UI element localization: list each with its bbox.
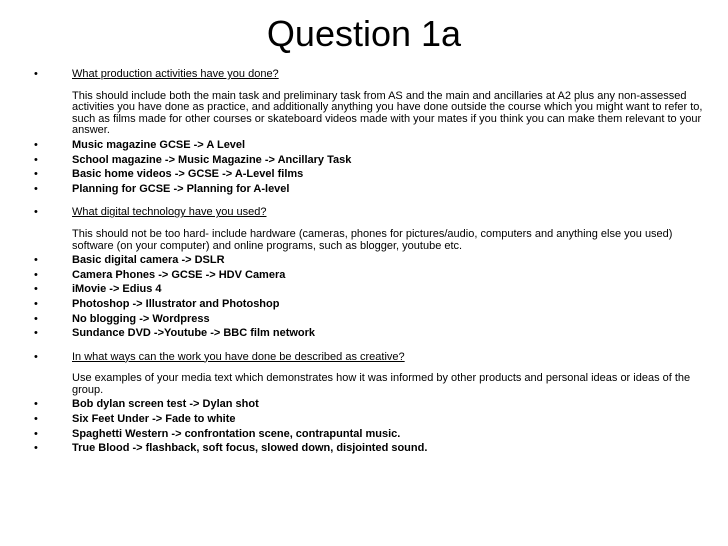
question-item — [34, 207, 714, 252]
question-text: What digital technology have you used? — [72, 206, 267, 219]
bullet-icon: • — [34, 297, 38, 310]
answer-text: Basic digital camera -> DSLR — [72, 254, 225, 267]
answer-item — [34, 443, 714, 455]
slide-title: Question 1a — [266, 13, 462, 54]
bullet-icon: • — [34, 350, 38, 363]
bullet-icon: • — [34, 413, 38, 426]
question-item — [34, 69, 714, 137]
slide-content — [34, 69, 714, 458]
answer-text: Bob dylan screen test -> Dylan shot — [72, 398, 259, 411]
answer-item — [34, 414, 714, 426]
bullet-icon: • — [34, 182, 38, 195]
answer-text: iMovie -> Edius 4 — [72, 283, 162, 296]
answer-text: Photoshop -> Illustrator and Photoshop — [72, 297, 280, 310]
bullet-icon: • — [34, 427, 38, 440]
bullet-icon: • — [34, 68, 38, 80]
answer-item — [34, 399, 714, 411]
answer-text: Planning for GCSE -> Planning for A-level — [72, 182, 290, 195]
question-text: In what ways can the work you have done be described as creative? — [72, 350, 405, 363]
bullet-icon: • — [34, 138, 38, 151]
answer-text: Music magazine GCSE -> A Level — [72, 138, 246, 151]
question-text: What production activities have you done? — [72, 68, 279, 80]
bullet-icon: • — [34, 442, 38, 455]
answer-text: True Blood -> flashback, soft focus, slowed down, disjointed sound. — [72, 442, 428, 455]
bullet-icon: • — [34, 312, 38, 325]
answer-item — [34, 184, 714, 196]
bullet-icon: • — [34, 398, 38, 411]
answer-item — [34, 155, 714, 167]
answer-text: Six Feet Under -> Fade to white — [72, 413, 236, 426]
bullet-icon: • — [34, 153, 38, 166]
answer-item — [34, 270, 714, 282]
answer-item — [34, 140, 714, 152]
answer-text: School magazine -> Music Magazine -> Ancillary Task — [72, 153, 352, 166]
answer-text: Basic home videos -> GCSE -> A-Level films — [72, 168, 304, 181]
answer-item — [34, 328, 714, 340]
bullet-icon: • — [34, 206, 38, 219]
answer-item — [34, 299, 714, 311]
answer-text: Camera Phones -> GCSE -> HDV Camera — [72, 268, 286, 281]
answer-item — [34, 284, 714, 296]
question-description: Use examples of your media text which demonstrates how it was informed by other products and personal ideas or ideas of the group. — [72, 372, 691, 396]
answer-text: Spaghetti Western -> confrontation scene, contrapuntal music. — [72, 427, 401, 440]
bullet-icon: • — [34, 268, 38, 281]
bullet-icon: • — [34, 327, 38, 340]
answer-item — [34, 429, 714, 441]
bullet-icon: • — [34, 283, 38, 296]
answer-item — [34, 169, 714, 181]
answer-item — [34, 255, 714, 267]
bullet-icon: • — [34, 168, 38, 181]
answer-text: Sundance DVD ->Youtube -> BBC film network — [72, 327, 316, 340]
bullet-icon: • — [34, 254, 38, 267]
question-description: This should not be too hard- include hardware (cameras, phones for pictures/audio, computers and anything else you used) software (on your computer) and online programs, such as blogger, youtube etc. — [72, 227, 673, 252]
question-description: This should include both the main task and preliminary task from AS and the main and ancillaries at A2 plus any non-assessed activities you have done as practice, and additionally anything you have done outside the course which you might want to refer to, such as films made for other courses or skateboard videos made with your mates if you think you can make them relevant to your answer. — [72, 89, 703, 137]
answer-text: No blogging -> Wordpress — [72, 312, 210, 325]
answer-item — [34, 314, 714, 326]
question-item — [34, 352, 714, 397]
